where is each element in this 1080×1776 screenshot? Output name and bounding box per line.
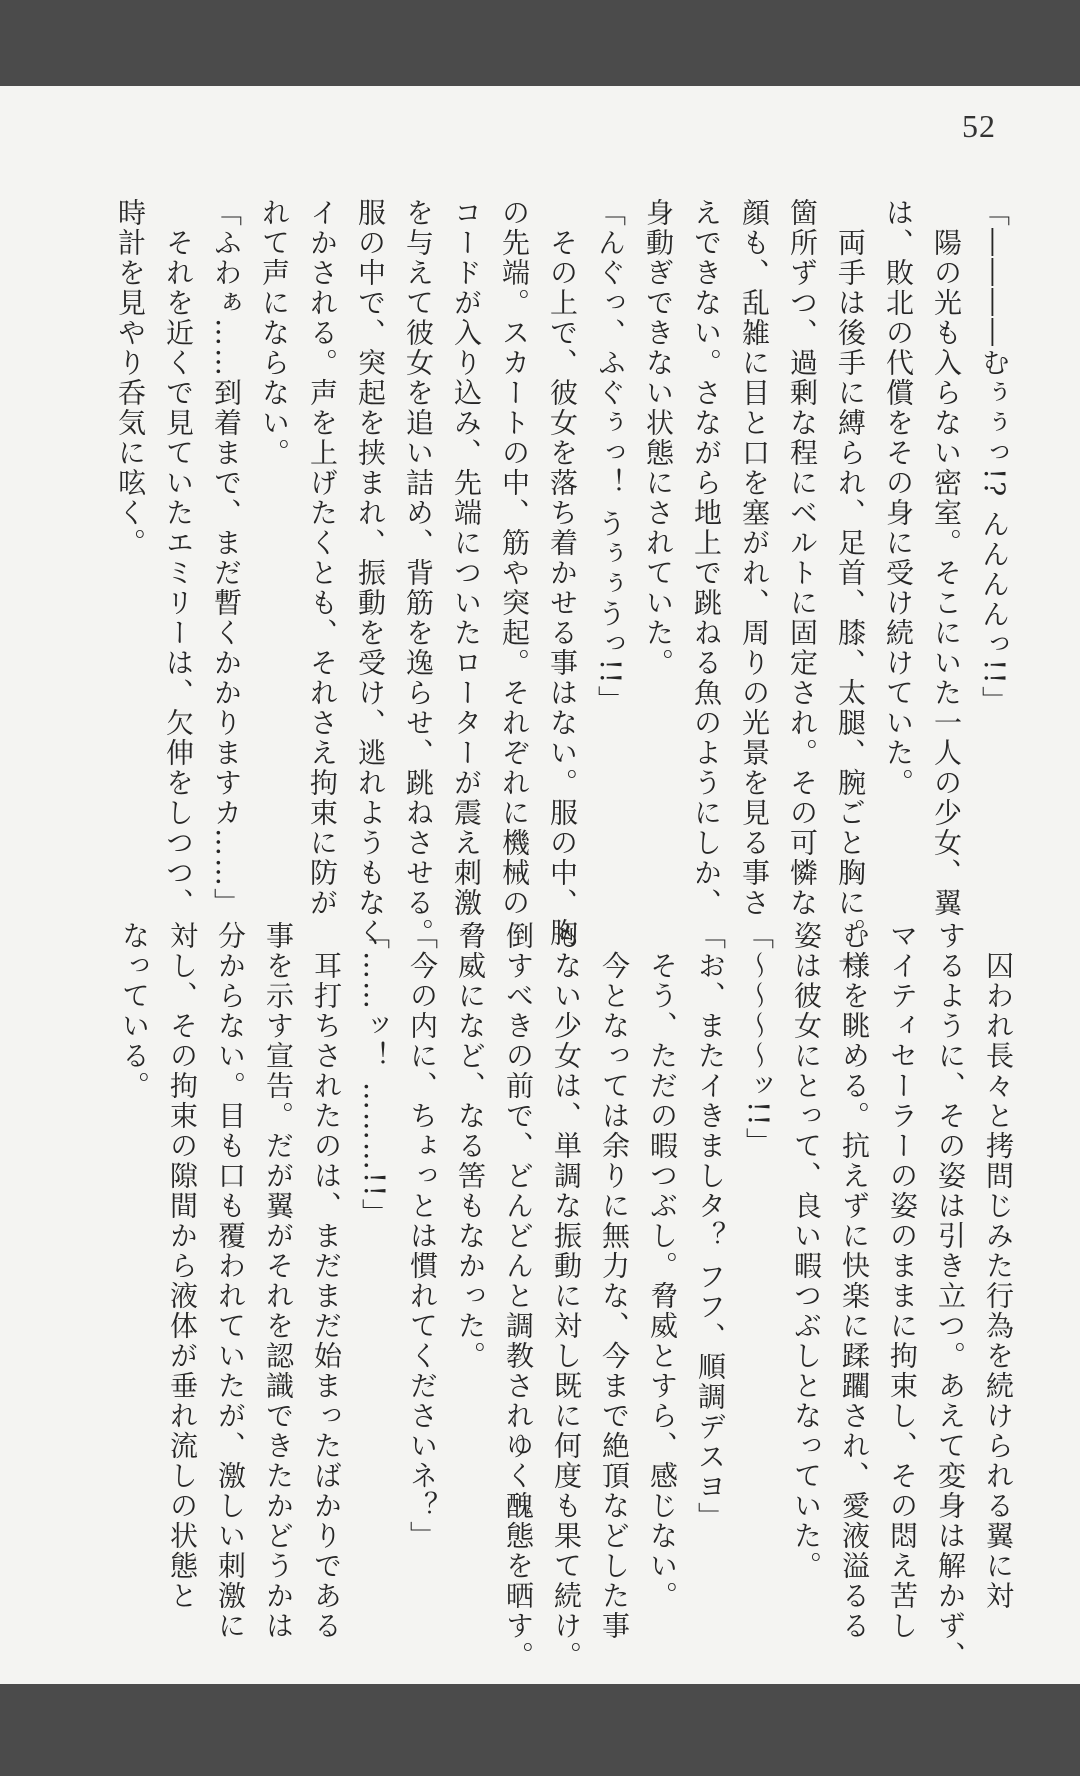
page-number: 52 (962, 108, 996, 144)
lower-text-block (118, 921, 1022, 1671)
text-line: それを近くで見ていたエミリーは、欠伸をしつつ、 (162, 198, 195, 918)
text-line: コードが入り込み、先端についたローターが震え刺激 (450, 198, 483, 918)
upper-text-block (114, 198, 1018, 978)
text-line: 「……ッ！ ………!!」 (358, 921, 391, 1229)
text-line: なっている。 (118, 921, 151, 1101)
text-line: 箇所ずつ、過剰な程にベルトに固定され。その可憐な (786, 198, 819, 918)
text-line: 身動ぎできない状態にされていた。 (642, 198, 675, 678)
text-line: は、敗北の代償をその身に受け続けていた。 (882, 198, 915, 798)
text-line: 「ふわぁ……到着まで、まだ暫くかかりますカ……」 (210, 198, 243, 918)
text-line: 服の中で、突起を挟まれ、振動を受け、逃れようもなく (354, 198, 387, 948)
text-line: を与えて彼女を追い詰め、背筋を逸らせ、跳ねさせる。 (402, 198, 435, 948)
text-line: 姿は彼女にとって、良い暇つぶしとなっていた。 (790, 921, 823, 1581)
top-bar (0, 0, 1080, 86)
text-line: えできない。さながら地上で跳ねる魚のようにしか、 (690, 198, 723, 918)
text-line: マイティセーラーの姿のままに拘束し、その悶え苦し (886, 921, 919, 1641)
text-line: む様を眺める。抗えずに快楽に蹂躙され、愛液溢るる (838, 921, 871, 1641)
text-line: 「～～～～ッ!!」 (742, 921, 775, 1158)
text-line: 分からない。目も口も覆われていたが、激しい刺激に (214, 921, 247, 1641)
text-line: 耳打ちされたのは、まだまだ始まったばかりである (310, 921, 343, 1641)
text-line: 囚われ長々と拷問じみた行為を続けられる翼に対 (982, 921, 1015, 1611)
text-line: 今となっては余りに無力な、今まで絶頂などした事 (598, 921, 631, 1641)
text-line: の先端。スカートの中、筋や突起。それぞれに機械の (498, 198, 531, 918)
text-line: 陽の光も入らない密室。そこにいた一人の少女、翼 (930, 198, 963, 918)
text-line: 「んぐっ、ふぐぅっ！ うぅぅうっ!!」 (594, 198, 627, 716)
text-line: 「――――むぅぅっ!? んんんんっ!!」 (978, 198, 1011, 716)
text-line: 顔も、乱雑に目と口を塞がれ、周りの光景を見る事さ (738, 198, 771, 918)
text-line: 対し、その拘束の隙間から液体が垂れ流しの状態と (166, 921, 199, 1611)
bottom-bar (0, 1684, 1080, 1776)
text-line: 「今の内に、ちょっとは慣れてくださいネ？」 (406, 921, 439, 1551)
text-line: 時計を見やり呑気に呟く。 (114, 198, 147, 558)
text-line: 両手は後手に縛られ、足首、膝、太腿、腕ごと胸に。一 (834, 198, 867, 978)
text-line: 事を示す宣告。だが翼がそれを認識できたかどうかは (262, 921, 295, 1641)
text-line: 脅威になど、なる筈もなかった。 (454, 921, 487, 1371)
text-line: イかされる。声を上げたくとも、それさえ拘束に防が (306, 198, 339, 918)
text-line: するように、その姿は引き立つ。あえて変身は解かず、 (934, 921, 967, 1671)
text-line: その上で、彼女を落ち着かせる事はない。服の中、胸 (546, 198, 579, 948)
text-line: そう、ただの暇つぶし。脅威とすら、感じない。 (646, 921, 679, 1611)
book-page (0, 86, 1080, 1684)
text-line: 倒すべきの前で、どんどんと調教されゆく醜態を晒す。 (502, 921, 535, 1671)
text-line: れて声にならない。 (258, 198, 291, 468)
text-line: もない少女は、単調な振動に対し既に何度も果て続け。 (550, 921, 583, 1671)
text-line: 「お、またイきましタ？ フフ、順調デスヨ」 (694, 921, 727, 1532)
